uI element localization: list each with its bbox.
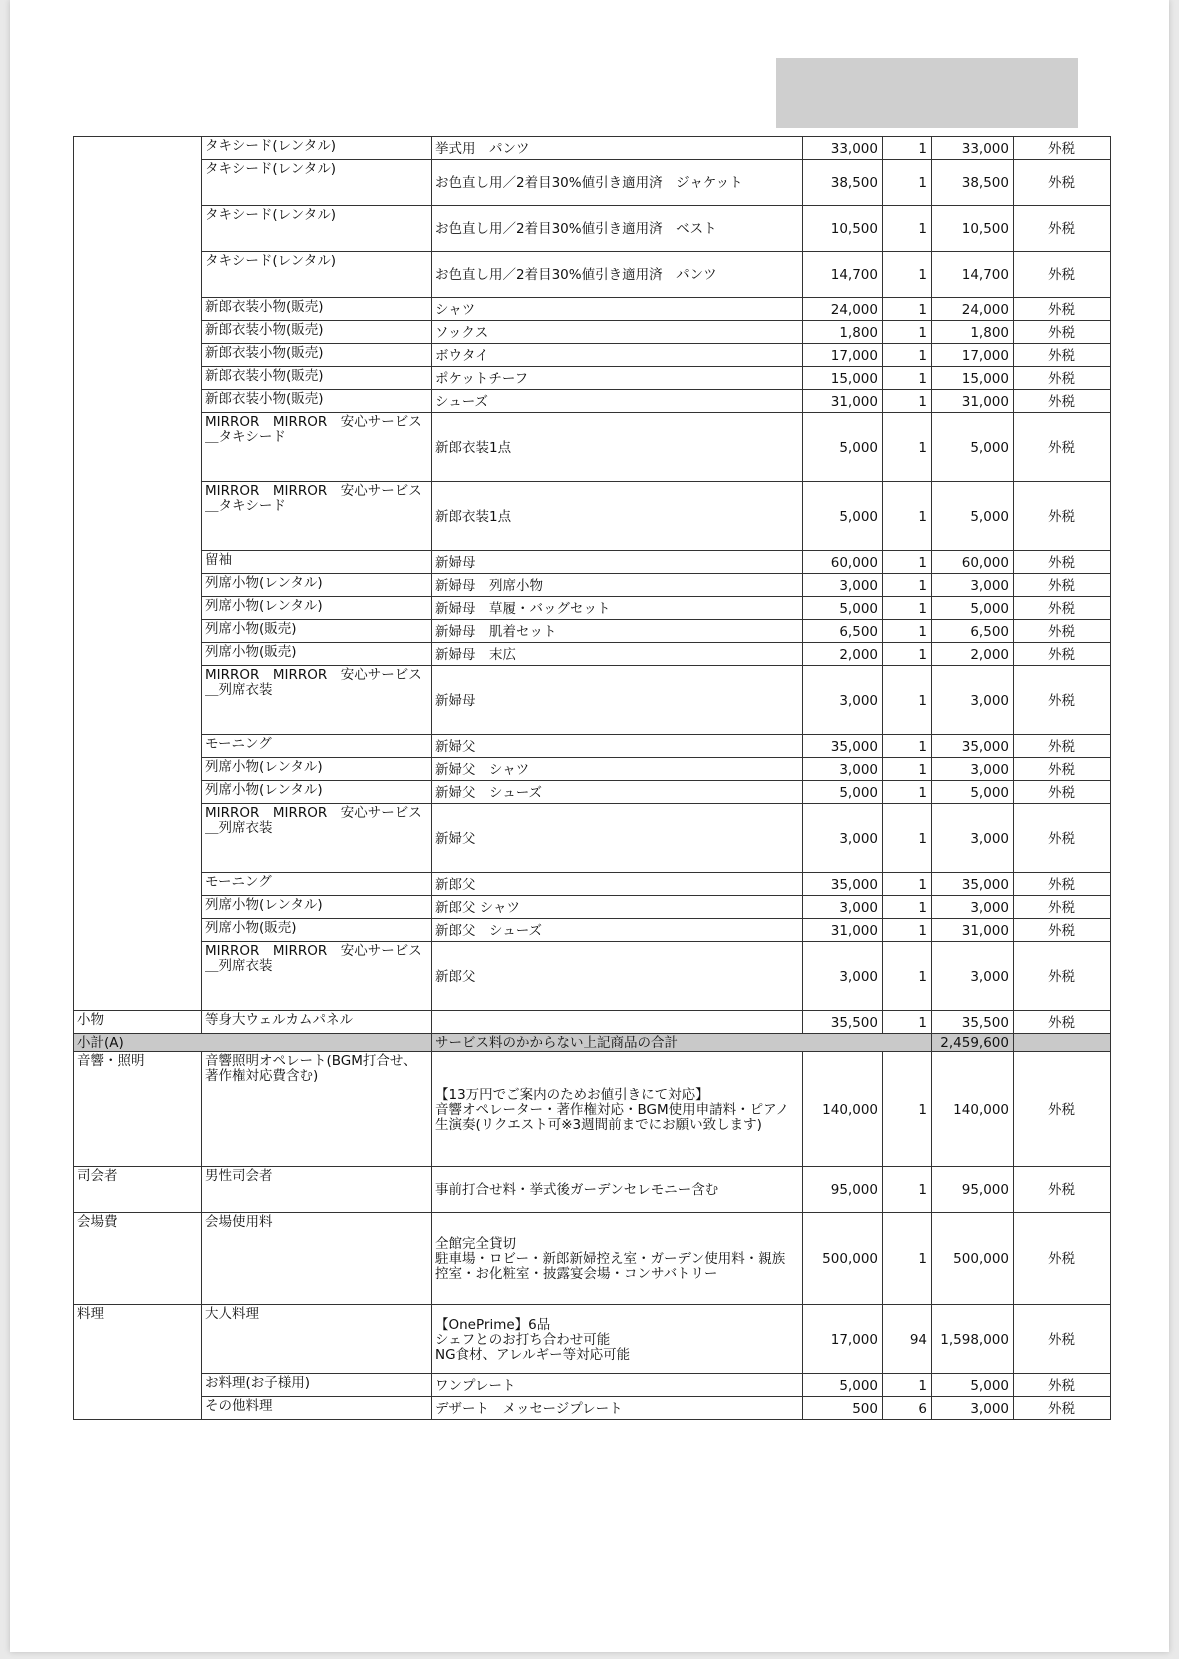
category-cell xyxy=(74,137,202,160)
amount-cell: 38,500 xyxy=(932,160,1014,206)
category-cell xyxy=(74,574,202,597)
category-cell xyxy=(74,1374,202,1397)
category-cell xyxy=(74,643,202,666)
description-cell: 全館完全貸切 駐車場・ロビー・新郎新婦控え室・ガーデン使用料・親族控室・お化粧室・披露宴会場・コンサバトリー xyxy=(432,1213,803,1305)
amount-cell: 5,000 xyxy=(932,482,1014,551)
tax-type-cell: 外税 xyxy=(1014,551,1111,574)
tax-type-cell: 外税 xyxy=(1014,574,1111,597)
quantity-cell: 1 xyxy=(883,1213,932,1305)
description-cell: 新郎父 xyxy=(432,873,803,896)
item-name-cell: その他料理 xyxy=(202,1397,432,1420)
item-name-cell: モーニング xyxy=(202,873,432,896)
description-cell: 新婦母 xyxy=(432,551,803,574)
category-cell xyxy=(74,252,202,298)
item-name-cell: 列席小物(レンタル) xyxy=(202,597,432,620)
amount-cell: 5,000 xyxy=(932,597,1014,620)
category-cell xyxy=(74,551,202,574)
quantity-cell: 1 xyxy=(883,735,932,758)
unit-price-cell: 60,000 xyxy=(803,551,883,574)
category-cell xyxy=(74,919,202,942)
unit-price-cell: 3,000 xyxy=(803,758,883,781)
table-row xyxy=(74,482,1111,551)
tax-type-cell: 外税 xyxy=(1014,160,1111,206)
amount-cell: 60,000 xyxy=(932,551,1014,574)
tax-type-cell: 外税 xyxy=(1014,597,1111,620)
unit-price-cell: 35,000 xyxy=(803,735,883,758)
unit-price-cell: 35,500 xyxy=(803,1011,883,1034)
amount-cell: 14,700 xyxy=(932,252,1014,298)
subtotal-amount: 2,459,600 xyxy=(932,1034,1014,1052)
quantity-cell: 1 xyxy=(883,298,932,321)
amount-cell: 95,000 xyxy=(932,1167,1014,1213)
tax-type-cell: 外税 xyxy=(1014,1052,1111,1167)
tax-type-cell: 外税 xyxy=(1014,781,1111,804)
amount-cell: 1,598,000 xyxy=(932,1305,1014,1374)
table-row xyxy=(74,1374,1111,1397)
amount-cell: 31,000 xyxy=(932,919,1014,942)
quantity-cell: 1 xyxy=(883,574,932,597)
amount-cell: 33,000 xyxy=(932,137,1014,160)
amount-cell: 3,000 xyxy=(932,804,1014,873)
unit-price-cell: 31,000 xyxy=(803,919,883,942)
tax-type-cell: 外税 xyxy=(1014,919,1111,942)
tax-type-cell: 外税 xyxy=(1014,367,1111,390)
quantity-cell: 1 xyxy=(883,551,932,574)
table-row xyxy=(74,873,1111,896)
description-cell: 新婦母 末広 xyxy=(432,643,803,666)
amount-cell: 3,000 xyxy=(932,758,1014,781)
item-name-cell: タキシード(レンタル) xyxy=(202,137,432,160)
table-row xyxy=(74,1052,1111,1167)
amount-cell: 3,000 xyxy=(932,574,1014,597)
tax-type-cell: 外税 xyxy=(1014,1397,1111,1420)
table-row xyxy=(74,252,1111,298)
quantity-cell: 1 xyxy=(883,1374,932,1397)
tax-type-cell: 外税 xyxy=(1014,666,1111,735)
item-name-cell: 大人料理 xyxy=(202,1305,432,1374)
quantity-cell: 1 xyxy=(883,344,932,367)
tax-type-cell: 外税 xyxy=(1014,942,1111,1011)
table-row xyxy=(74,574,1111,597)
table-row xyxy=(74,1305,1111,1374)
table-row xyxy=(74,344,1111,367)
unit-price-cell: 31,000 xyxy=(803,390,883,413)
quantity-cell: 1 xyxy=(883,896,932,919)
unit-price-cell: 5,000 xyxy=(803,597,883,620)
unit-price-cell: 3,000 xyxy=(803,942,883,1011)
quantity-cell: 6 xyxy=(883,1397,932,1420)
category-cell xyxy=(74,873,202,896)
amount-cell: 35,000 xyxy=(932,873,1014,896)
table-row xyxy=(74,781,1111,804)
category-cell xyxy=(74,298,202,321)
tax-type-cell: 外税 xyxy=(1014,896,1111,919)
item-name-cell: MIRROR MIRROR 安心サービス ＿列席衣装 xyxy=(202,942,432,1011)
item-name-cell: MIRROR MIRROR 安心サービス ＿タキシード xyxy=(202,482,432,551)
category-cell xyxy=(74,160,202,206)
table-row xyxy=(74,804,1111,873)
quantity-cell: 1 xyxy=(883,206,932,252)
tax-type-cell: 外税 xyxy=(1014,804,1111,873)
item-name-cell: MIRROR MIRROR 安心サービス ＿列席衣装 xyxy=(202,804,432,873)
description-cell: 新婦母 xyxy=(432,666,803,735)
quantity-cell: 1 xyxy=(883,137,932,160)
document-page xyxy=(10,0,1169,1652)
amount-cell: 10,500 xyxy=(932,206,1014,252)
item-name-cell: 新郎衣装小物(販売) xyxy=(202,390,432,413)
description-cell: シューズ xyxy=(432,390,803,413)
unit-price-cell: 500 xyxy=(803,1397,883,1420)
table-row xyxy=(74,1011,1111,1034)
item-name-cell: お料理(お子様用) xyxy=(202,1374,432,1397)
tax-type-cell: 外税 xyxy=(1014,1374,1111,1397)
category-cell xyxy=(74,597,202,620)
category-cell xyxy=(74,390,202,413)
tax-type-cell: 外税 xyxy=(1014,321,1111,344)
item-name-cell: 等身大ウェルカムパネル xyxy=(202,1011,432,1034)
quantity-cell: 1 xyxy=(883,413,932,482)
tax-type-cell: 外税 xyxy=(1014,390,1111,413)
amount-cell: 500,000 xyxy=(932,1213,1014,1305)
description-cell: ソックス xyxy=(432,321,803,344)
amount-cell: 3,000 xyxy=(932,942,1014,1011)
quantity-cell: 1 xyxy=(883,160,932,206)
quantity-cell: 1 xyxy=(883,758,932,781)
quantity-cell: 1 xyxy=(883,1011,932,1034)
item-name-cell: 新郎衣装小物(販売) xyxy=(202,367,432,390)
table-row xyxy=(74,735,1111,758)
item-name-cell: 列席小物(レンタル) xyxy=(202,758,432,781)
amount-cell: 35,500 xyxy=(932,1011,1014,1034)
category-cell xyxy=(74,666,202,735)
quantity-cell: 1 xyxy=(883,643,932,666)
quantity-cell: 1 xyxy=(883,597,932,620)
unit-price-cell: 3,000 xyxy=(803,804,883,873)
table-row xyxy=(74,160,1111,206)
category-cell xyxy=(74,781,202,804)
amount-cell: 3,000 xyxy=(932,1397,1014,1420)
quantity-cell: 1 xyxy=(883,390,932,413)
unit-price-cell: 500,000 xyxy=(803,1213,883,1305)
item-name-cell: MIRROR MIRROR 安心サービス ＿列席衣装 xyxy=(202,666,432,735)
unit-price-cell: 5,000 xyxy=(803,781,883,804)
tax-type-cell: 外税 xyxy=(1014,1305,1111,1374)
description-cell xyxy=(432,1011,803,1034)
table-row xyxy=(74,666,1111,735)
quantity-cell: 1 xyxy=(883,620,932,643)
unit-price-cell: 33,000 xyxy=(803,137,883,160)
item-name-cell: 列席小物(販売) xyxy=(202,919,432,942)
amount-cell: 6,500 xyxy=(932,620,1014,643)
category-cell xyxy=(74,804,202,873)
unit-price-cell: 6,500 xyxy=(803,620,883,643)
item-name-cell: モーニング xyxy=(202,735,432,758)
item-name-cell: 列席小物(レンタル) xyxy=(202,574,432,597)
category-cell xyxy=(74,735,202,758)
quantity-cell: 1 xyxy=(883,321,932,344)
tax-type-cell: 外税 xyxy=(1014,252,1111,298)
tax-type-cell: 外税 xyxy=(1014,206,1111,252)
unit-price-cell: 5,000 xyxy=(803,482,883,551)
unit-price-cell: 38,500 xyxy=(803,160,883,206)
amount-cell: 5,000 xyxy=(932,781,1014,804)
item-name-cell: 新郎衣装小物(販売) xyxy=(202,321,432,344)
unit-price-cell: 15,000 xyxy=(803,367,883,390)
table-row xyxy=(74,896,1111,919)
description-cell: 【13万円でご案内のためお値引きにて対応】 音響オペレーター・著作権対応・BGM使用申請料・ピアノ生演奏(リクエスト可※3週間前までにお願い致します) xyxy=(432,1052,803,1167)
unit-price-cell: 5,000 xyxy=(803,413,883,482)
category-cell xyxy=(74,942,202,1011)
tax-type-cell: 外税 xyxy=(1014,620,1111,643)
table-row xyxy=(74,413,1111,482)
tax-type-cell: 外税 xyxy=(1014,413,1111,482)
description-cell: シャツ xyxy=(432,298,803,321)
description-cell: 新婦母 列席小物 xyxy=(432,574,803,597)
category-cell xyxy=(74,413,202,482)
category-cell xyxy=(74,206,202,252)
item-name-cell: タキシード(レンタル) xyxy=(202,160,432,206)
table-row xyxy=(74,298,1111,321)
description-cell: ボウタイ xyxy=(432,344,803,367)
description-cell: お色直し用／2着目30%値引き適用済 ジャケット xyxy=(432,160,803,206)
redacted-area xyxy=(776,58,1078,128)
amount-cell: 2,000 xyxy=(932,643,1014,666)
tax-type-cell: 外税 xyxy=(1014,1213,1111,1305)
item-name-cell: 列席小物(販売) xyxy=(202,620,432,643)
amount-cell: 3,000 xyxy=(932,896,1014,919)
unit-price-cell: 140,000 xyxy=(803,1052,883,1167)
item-name-cell: 列席小物(レンタル) xyxy=(202,896,432,919)
item-name-cell: 新郎衣装小物(販売) xyxy=(202,344,432,367)
item-name-cell: 新郎衣装小物(販売) xyxy=(202,298,432,321)
unit-price-cell: 95,000 xyxy=(803,1167,883,1213)
quantity-cell: 1 xyxy=(883,252,932,298)
tax-type-cell: 外税 xyxy=(1014,344,1111,367)
item-name-cell: 列席小物(販売) xyxy=(202,643,432,666)
quantity-cell: 1 xyxy=(883,666,932,735)
item-name-cell: 音響照明オペレート(BGM打合せ、 著作権対応費含む) xyxy=(202,1052,432,1167)
amount-cell: 17,000 xyxy=(932,344,1014,367)
category-cell xyxy=(74,758,202,781)
tax-type-cell: 外税 xyxy=(1014,298,1111,321)
category-cell: 司会者 xyxy=(74,1167,202,1213)
description-cell: お色直し用／2着目30%値引き適用済 ベスト xyxy=(432,206,803,252)
category-cell xyxy=(74,482,202,551)
table-row xyxy=(74,1213,1111,1305)
amount-cell: 3,000 xyxy=(932,666,1014,735)
tax-type-cell: 外税 xyxy=(1014,873,1111,896)
category-cell xyxy=(74,896,202,919)
unit-price-cell: 2,000 xyxy=(803,643,883,666)
table-row xyxy=(74,1397,1111,1420)
description-cell: 新婦父 シューズ xyxy=(432,781,803,804)
amount-cell: 5,000 xyxy=(932,413,1014,482)
description-cell: 新郎衣装1点 xyxy=(432,413,803,482)
description-cell: 新婦父 xyxy=(432,735,803,758)
amount-cell: 15,000 xyxy=(932,367,1014,390)
table-row xyxy=(74,551,1111,574)
unit-price-cell: 17,000 xyxy=(803,1305,883,1374)
description-cell: 新婦父 xyxy=(432,804,803,873)
estimate-table xyxy=(73,136,1111,1420)
subtotal-tax-cell xyxy=(1014,1034,1111,1052)
table-row xyxy=(74,919,1111,942)
quantity-cell: 1 xyxy=(883,482,932,551)
item-name-cell: 列席小物(レンタル) xyxy=(202,781,432,804)
quantity-cell: 1 xyxy=(883,1167,932,1213)
quantity-cell: 1 xyxy=(883,804,932,873)
unit-price-cell: 35,000 xyxy=(803,873,883,896)
table-row xyxy=(74,206,1111,252)
quantity-cell: 1 xyxy=(883,367,932,390)
tax-type-cell: 外税 xyxy=(1014,1167,1111,1213)
subtotal-description: サービス料のかからない上記商品の合計 xyxy=(432,1034,932,1052)
item-name-cell: タキシード(レンタル) xyxy=(202,206,432,252)
unit-price-cell: 10,500 xyxy=(803,206,883,252)
category-cell: 小物 xyxy=(74,1011,202,1034)
category-cell: 音響・照明 xyxy=(74,1052,202,1167)
tax-type-cell: 外税 xyxy=(1014,137,1111,160)
quantity-cell: 1 xyxy=(883,781,932,804)
description-cell: 事前打合せ料・挙式後ガーデンセレモニー含む xyxy=(432,1167,803,1213)
quantity-cell: 1 xyxy=(883,919,932,942)
description-cell: 新郎父 xyxy=(432,942,803,1011)
amount-cell: 140,000 xyxy=(932,1052,1014,1167)
table-row xyxy=(74,390,1111,413)
subtotal-label: 小計(A) xyxy=(74,1034,432,1052)
item-name-cell: タキシード(レンタル) xyxy=(202,252,432,298)
tax-type-cell: 外税 xyxy=(1014,1011,1111,1034)
amount-cell: 1,800 xyxy=(932,321,1014,344)
tax-type-cell: 外税 xyxy=(1014,735,1111,758)
description-cell: 新婦父 シャツ xyxy=(432,758,803,781)
item-name-cell: 会場使用料 xyxy=(202,1213,432,1305)
category-cell xyxy=(74,1397,202,1420)
table-row xyxy=(74,643,1111,666)
amount-cell: 31,000 xyxy=(932,390,1014,413)
category-cell: 会場費 xyxy=(74,1213,202,1305)
tax-type-cell: 外税 xyxy=(1014,758,1111,781)
quantity-cell: 94 xyxy=(883,1305,932,1374)
category-cell xyxy=(74,344,202,367)
description-cell: ポケットチーフ xyxy=(432,367,803,390)
description-cell: 挙式用 パンツ xyxy=(432,137,803,160)
table-row xyxy=(74,758,1111,781)
category-cell xyxy=(74,367,202,390)
description-cell: 【OnePrime】6品 シェフとのお打ち合わせ可能 NG食材、アレルギー等対応可能 xyxy=(432,1305,803,1374)
amount-cell: 24,000 xyxy=(932,298,1014,321)
description-cell: 新郎衣装1点 xyxy=(432,482,803,551)
table-row xyxy=(74,620,1111,643)
subtotal-row xyxy=(74,1034,1111,1052)
unit-price-cell: 17,000 xyxy=(803,344,883,367)
table-row xyxy=(74,942,1111,1011)
category-cell xyxy=(74,321,202,344)
description-cell: 新郎父 シャツ xyxy=(432,896,803,919)
table-row xyxy=(74,137,1111,160)
quantity-cell: 1 xyxy=(883,942,932,1011)
category-cell: 料理 xyxy=(74,1305,202,1374)
tax-type-cell: 外税 xyxy=(1014,643,1111,666)
unit-price-cell: 3,000 xyxy=(803,896,883,919)
category-cell xyxy=(74,620,202,643)
amount-cell: 5,000 xyxy=(932,1374,1014,1397)
item-name-cell: 留袖 xyxy=(202,551,432,574)
unit-price-cell: 14,700 xyxy=(803,252,883,298)
description-cell: 新婦母 肌着セット xyxy=(432,620,803,643)
quantity-cell: 1 xyxy=(883,1052,932,1167)
description-cell: お色直し用／2着目30%値引き適用済 パンツ xyxy=(432,252,803,298)
table-row xyxy=(74,367,1111,390)
table-row xyxy=(74,1167,1111,1213)
description-cell: 新婦母 草履・バッグセット xyxy=(432,597,803,620)
description-cell: 新郎父 シューズ xyxy=(432,919,803,942)
unit-price-cell: 3,000 xyxy=(803,574,883,597)
quantity-cell: 1 xyxy=(883,873,932,896)
estimate-rows xyxy=(74,137,1111,1420)
unit-price-cell: 5,000 xyxy=(803,1374,883,1397)
item-name-cell: 男性司会者 xyxy=(202,1167,432,1213)
table-row xyxy=(74,597,1111,620)
table-row xyxy=(74,321,1111,344)
item-name-cell: MIRROR MIRROR 安心サービス ＿タキシード xyxy=(202,413,432,482)
tax-type-cell: 外税 xyxy=(1014,482,1111,551)
description-cell: ワンプレート xyxy=(432,1374,803,1397)
unit-price-cell: 24,000 xyxy=(803,298,883,321)
unit-price-cell: 3,000 xyxy=(803,666,883,735)
description-cell: デザート メッセージプレート xyxy=(432,1397,803,1420)
amount-cell: 35,000 xyxy=(932,735,1014,758)
unit-price-cell: 1,800 xyxy=(803,321,883,344)
